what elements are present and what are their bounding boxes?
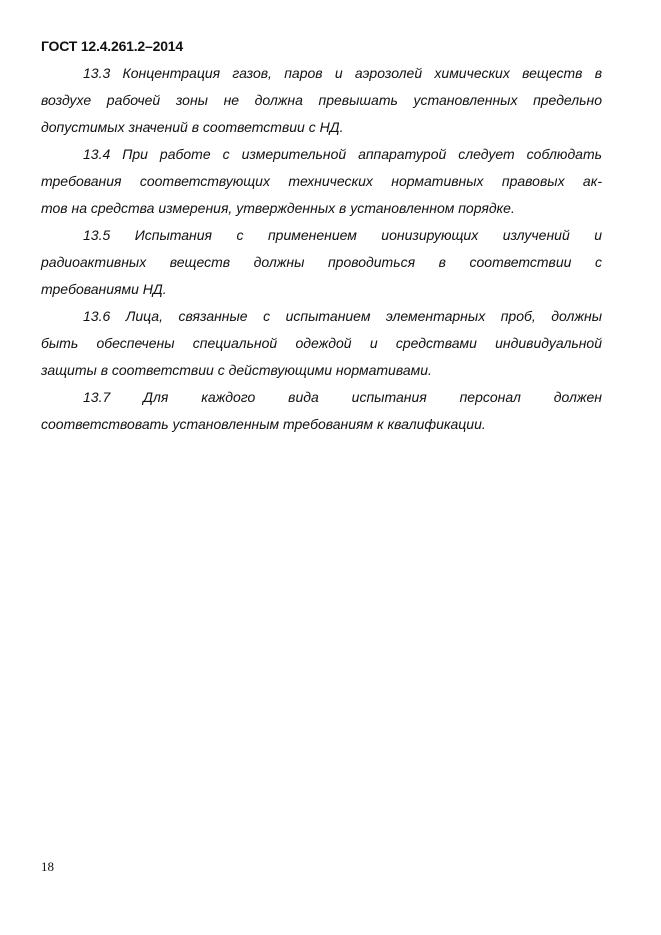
- paragraph-13-4-line-1: 13.4 При работе с измерительной аппаратурой следует соблюдать: [83, 146, 602, 162]
- document-body: [41, 60, 602, 438]
- paragraph-13-6-line-2: быть обеспечены специальной одеждой и средствами индивидуальной: [41, 335, 602, 351]
- paragraph-13-7-line-1: 13.7 Для каждого вида испытания персонал должен: [83, 389, 602, 405]
- paragraph-13-6-line-3: защиты в соответствии с действующими нормативами.: [41, 362, 432, 378]
- paragraph-13-5-line-3: требованиями НД.: [41, 281, 167, 297]
- paragraph-13-5-line-1: 13.5 Испытания с применением ионизирующих излучений и: [83, 227, 602, 243]
- page-number: 18: [41, 859, 54, 874]
- paragraph-13-5-line-2: радиоактивных веществ должны проводиться в соответствии с: [41, 254, 602, 270]
- paragraph-13-3-line-2: воздухе рабочей зоны не должна превышать установленных предельно: [41, 92, 602, 108]
- paragraph-13-3-line-1: 13.3 Концентрация газов, паров и аэрозолей химических веществ в: [83, 65, 602, 81]
- paragraph-13-4-line-2: требования соответствующих технических нормативных правовых ак-: [41, 173, 602, 189]
- document-code-header: ГОСТ 12.4.261.2–2014: [41, 38, 183, 54]
- paragraph-13-4-line-3: тов на средства измерения, утвержденных в установленном порядке.: [41, 200, 515, 216]
- paragraph-13-3-line-3: допустимых значений в соответствии с НД.: [41, 119, 344, 135]
- paragraph-13-7-line-2: соответствовать установленным требованиям к квалификации.: [41, 416, 486, 432]
- paragraph-13-6-line-1: 13.6 Лица, связанные с испытанием элементарных проб, должны: [83, 308, 602, 324]
